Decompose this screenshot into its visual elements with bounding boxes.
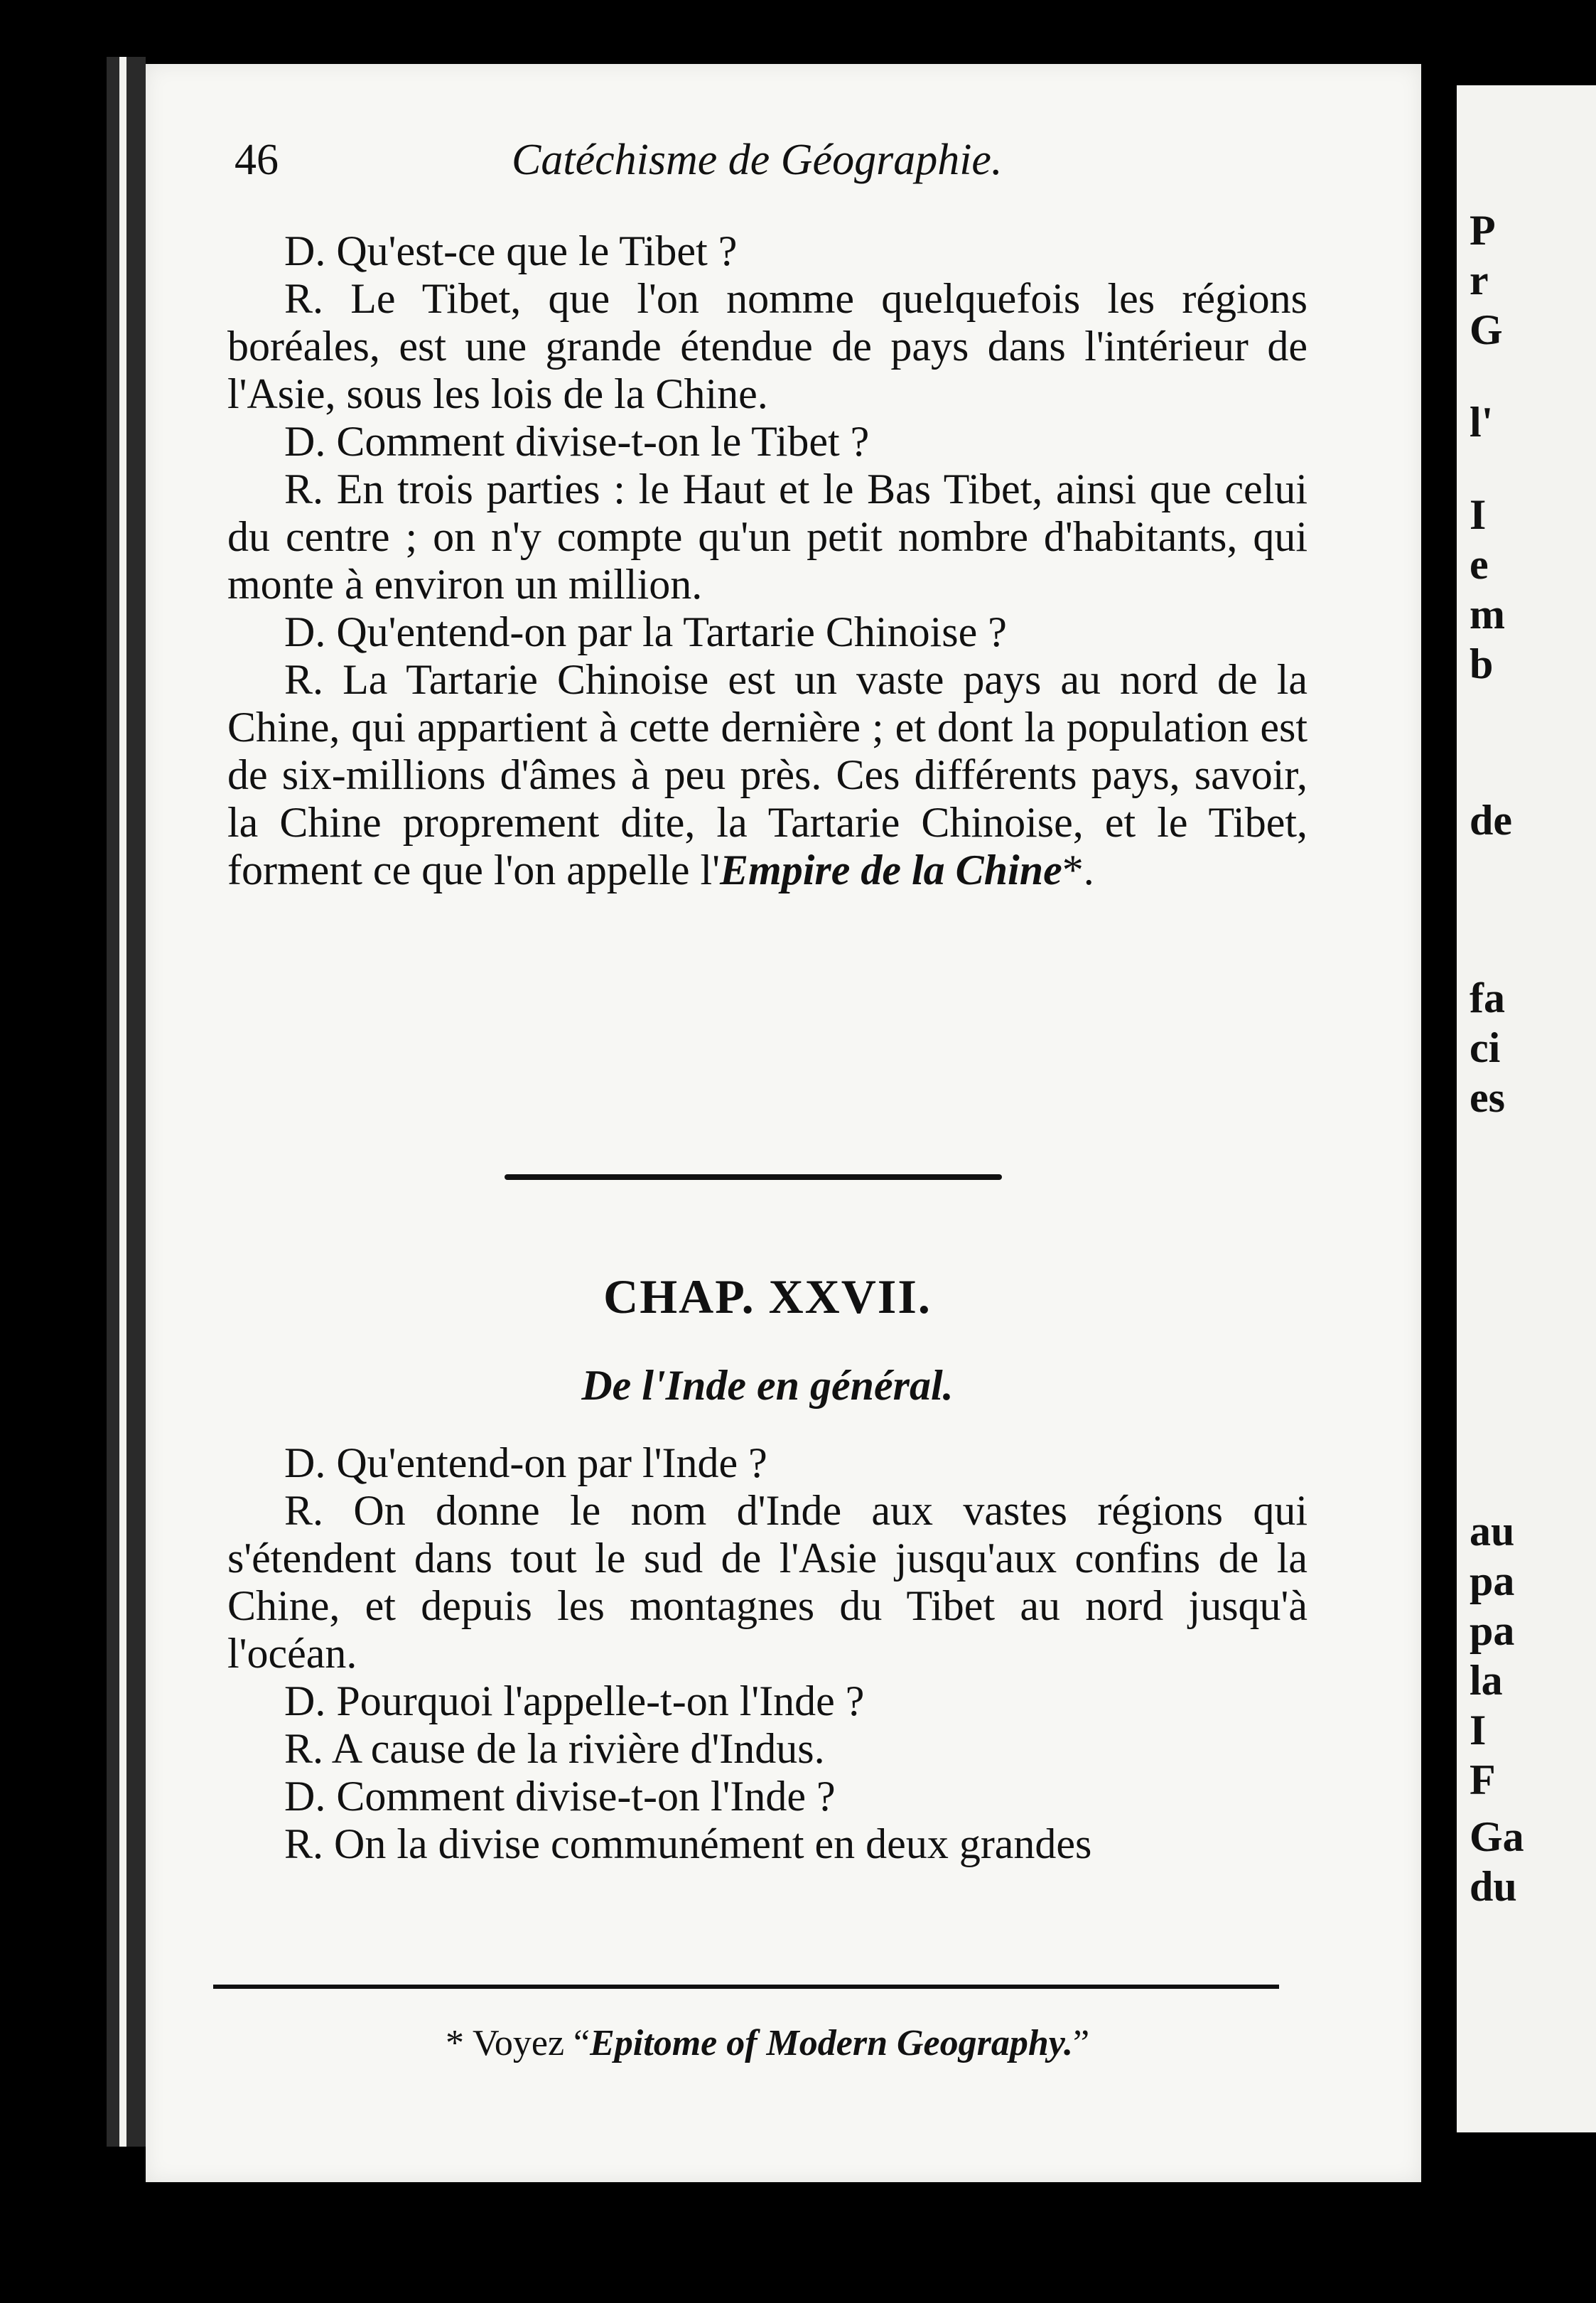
- footnote-suffix: ”: [1072, 2023, 1090, 2063]
- adjacent-page-fragment: G: [1470, 306, 1503, 353]
- running-head: [234, 135, 1343, 206]
- qa-text: Comment divise-t-on l'Inde ?: [336, 1773, 836, 1820]
- question-paragraph: [227, 1773, 1307, 1820]
- qa-label: D.: [284, 1677, 326, 1724]
- question-paragraph: [227, 1677, 1307, 1725]
- qa-text: Qu'entend-on par l'Inde ?: [336, 1439, 767, 1486]
- qa-text: La Tartarie Chinoise est un vaste pays au nord de la Chine, qui appartient à cette dernière ; et dont la population est de six-millions d'âmes à peu près. Ces différents pays, savoir, la Chine proprement dite, la Tartarie Chinoise, et le Tibet, forment ce que l'on appelle l': [227, 656, 1307, 893]
- footnote-prefix: * Voyez “: [445, 2023, 591, 2063]
- question-paragraph: [227, 418, 1307, 466]
- scan-gutter: [0, 0, 107, 2303]
- footnote-rule: [213, 1985, 1279, 1989]
- question-paragraph: [227, 227, 1307, 275]
- book-binding: [107, 57, 146, 2147]
- answer-paragraph: [227, 1725, 1307, 1773]
- qa-label: D.: [284, 608, 326, 655]
- qa-label: R.: [284, 1487, 324, 1534]
- adjacent-page-fragment: ci: [1470, 1024, 1501, 1071]
- qa-text: A cause de la rivière d'Indus.: [331, 1725, 825, 1772]
- chapter-title: CHAP. XXVII.: [603, 1269, 932, 1324]
- adjacent-page-fragment: e: [1470, 541, 1489, 588]
- qa-text: Qu'est-ce que le Tibet ?: [336, 227, 738, 274]
- adjacent-page-fragment: l': [1470, 399, 1494, 446]
- tibet-section: [227, 227, 1307, 894]
- answer-paragraph: [227, 1820, 1307, 1868]
- adjacent-page-fragment: F: [1470, 1756, 1496, 1803]
- qa-label: D.: [284, 1439, 326, 1486]
- adjacent-page-fragment: fa: [1470, 975, 1505, 1021]
- running-head-title: Catéchisme de Géographie.: [512, 136, 1003, 184]
- qa-italic-term: Empire de la Chine: [720, 847, 1062, 893]
- adjacent-page-fragment: I: [1470, 491, 1487, 538]
- footnote: [227, 2022, 1307, 2064]
- qa-label: R.: [284, 275, 324, 322]
- qa-text: Qu'entend-on par la Tartarie Chinoise ?: [336, 608, 1007, 655]
- qa-text: On la divise communément en deux grandes: [334, 1820, 1092, 1867]
- adjacent-page-fragment: I: [1470, 1707, 1487, 1754]
- adjacent-page: [1457, 85, 1596, 2132]
- qa-text: Comment divise-t-on le Tibet ?: [336, 418, 870, 465]
- inde-section: [227, 1439, 1307, 1868]
- qa-label: R.: [284, 1820, 324, 1867]
- qa-text: Pourquoi l'appelle-t-on l'Inde ?: [336, 1677, 865, 1724]
- answer-paragraph: [227, 1487, 1307, 1677]
- answer-paragraph: [227, 466, 1307, 608]
- adjacent-page-fragment: du: [1470, 1863, 1517, 1910]
- chapter-subtitle: De l'Inde en général.: [581, 1362, 954, 1409]
- adjacent-page-fragment: r: [1470, 257, 1489, 304]
- adjacent-page-fragment: es: [1470, 1074, 1505, 1121]
- footnote-title: Epitome of Modern Geography.: [590, 2023, 1073, 2063]
- qa-label: R.: [284, 656, 324, 703]
- page-number: 46: [234, 136, 279, 184]
- adjacent-page-fragment: pa: [1470, 1557, 1515, 1604]
- qa-label: D.: [284, 418, 326, 465]
- adjacent-page-fragment: Ga: [1470, 1813, 1524, 1860]
- qa-text: En trois parties : le Haut et le Bas Tibet, ainsi que celui du centre ; on n'y compte qu'un petit nombre d'habitants, qui monte à environ un million.: [227, 466, 1307, 608]
- qa-text: Le Tibet, que l'on nomme quelquefois les régions boréales, est une grande étendue de pays dans l'intérieur de l'Asie, sous les lois de la Chine.: [227, 275, 1307, 417]
- section-divider: [505, 1174, 1002, 1180]
- adjacent-page-fragment: b: [1470, 640, 1494, 687]
- question-paragraph: [227, 1439, 1307, 1487]
- adjacent-page-fragment: m: [1470, 591, 1505, 638]
- adjacent-page-fragment: au: [1470, 1508, 1515, 1555]
- adjacent-page-fragment: la: [1470, 1657, 1503, 1704]
- qa-label: R.: [284, 1725, 324, 1772]
- question-paragraph: [227, 608, 1307, 656]
- qa-suffix: *.: [1062, 847, 1094, 893]
- answer-paragraph: [227, 656, 1307, 894]
- adjacent-page-fragment: de: [1470, 797, 1512, 844]
- adjacent-page-fragment: P: [1470, 207, 1496, 254]
- adjacent-page-fragment: pa: [1470, 1607, 1515, 1654]
- qa-text: On donne le nom d'Inde aux vastes régions qui s'étendent dans tout le sud de l'Asie jusqu'aux confins de la Chine, et depuis les montagnes du Tibet au nord jusqu'à l'océan.: [227, 1487, 1307, 1677]
- qa-label: D.: [284, 1773, 326, 1820]
- answer-paragraph: [227, 275, 1307, 418]
- qa-label: R.: [284, 466, 324, 512]
- qa-label: D.: [284, 227, 326, 274]
